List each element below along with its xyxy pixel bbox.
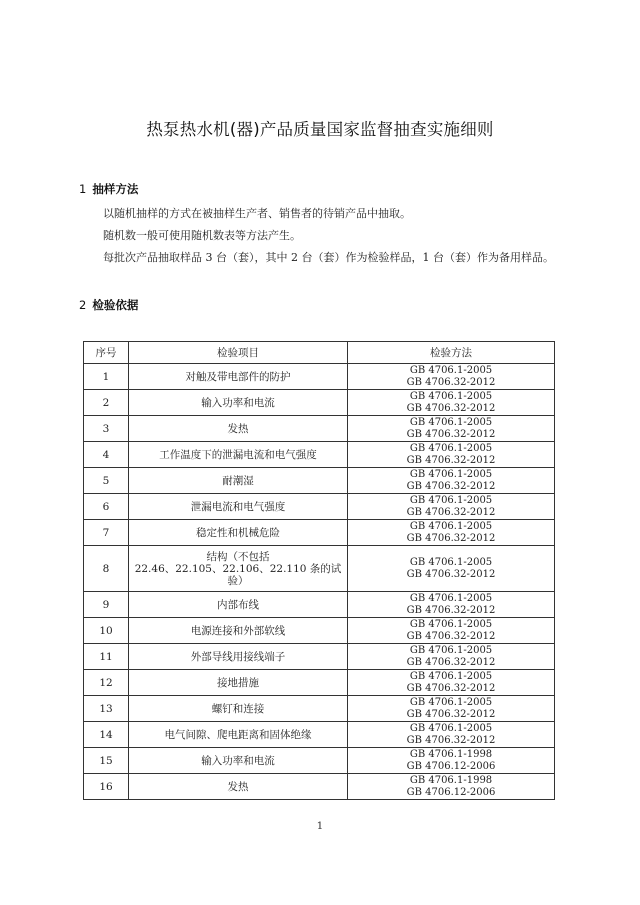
row-no: 12 (84, 670, 129, 696)
method-line-1: GB 4706.1-1998 (409, 749, 493, 760)
row-item: 接地措施 (129, 670, 348, 696)
table-header-row (84, 342, 555, 364)
method-line-1: GB 4706.1-2005 (409, 619, 493, 630)
row-item: 泄漏电流和电气强度 (129, 494, 348, 520)
row-no: 8 (84, 546, 129, 592)
method-line-2: GB 4706.12-2006 (406, 760, 496, 772)
method-line-2: GB 4706.32-2012 (406, 568, 496, 580)
method-line-2: GB 4706.32-2012 (406, 376, 496, 388)
row-method (348, 644, 555, 670)
method-line-1: GB 4706.1-2005 (409, 671, 493, 682)
method-line-1: GB 4706.1-2005 (409, 417, 493, 428)
row-method (348, 546, 555, 592)
header-no: 序号 (84, 342, 129, 364)
item-line-2: 22.46、22.105、22.106、22.110 条的试 (134, 562, 342, 575)
table-row (84, 592, 555, 618)
table-row (84, 722, 555, 748)
method-line-1: GB 4706.1-2005 (409, 365, 493, 376)
row-item: 工作温度下的泄漏电流和电气强度 (129, 442, 348, 468)
row-method (348, 618, 555, 644)
table-row (84, 468, 555, 494)
row-method (348, 774, 555, 800)
row-no: 5 (84, 468, 129, 494)
header-method: 检验方法 (348, 342, 555, 364)
row-item: 对触及带电部件的防护 (129, 364, 348, 390)
method-line-1: GB 4706.1-2005 (409, 697, 493, 708)
table-row (84, 364, 555, 390)
method-line-1: GB 4706.1-2005 (409, 469, 493, 480)
row-item: 电气间隙、爬电距离和固体绝缘 (129, 722, 348, 748)
method-line-2: GB 4706.32-2012 (406, 682, 496, 694)
method-line-2: GB 4706.32-2012 (406, 734, 496, 746)
row-item: 电源连接和外部软线 (129, 618, 348, 644)
row-no: 9 (84, 592, 129, 618)
row-item: 发热 (129, 416, 348, 442)
row-no: 15 (84, 748, 129, 774)
row-no: 11 (84, 644, 129, 670)
row-method (348, 416, 555, 442)
method-line-2: GB 4706.32-2012 (406, 480, 496, 492)
row-method (348, 696, 555, 722)
table-row (84, 748, 555, 774)
method-line-1: GB 4706.1-2005 (409, 521, 493, 532)
row-no: 13 (84, 696, 129, 722)
method-line-1: GB 4706.1-2005 (409, 723, 493, 734)
method-line-1: GB 4706.1-2005 (409, 443, 493, 454)
row-method (348, 468, 555, 494)
row-method (348, 592, 555, 618)
method-line-1: GB 4706.1-1998 (409, 775, 493, 786)
section-1-number: 1 (79, 182, 87, 196)
method-line-2: GB 4706.32-2012 (406, 604, 496, 616)
row-item: 螺钉和连接 (129, 696, 348, 722)
row-item (129, 546, 348, 592)
method-line-2: GB 4706.32-2012 (406, 506, 496, 518)
row-no: 10 (84, 618, 129, 644)
method-line-2: GB 4706.32-2012 (406, 656, 496, 668)
row-item: 输入功率和电流 (129, 748, 348, 774)
method-line-2: GB 4706.32-2012 (406, 630, 496, 642)
method-line-2: GB 4706.32-2012 (406, 428, 496, 440)
row-no: 4 (84, 442, 129, 468)
row-method (348, 520, 555, 546)
inspection-table (83, 341, 555, 800)
table-row (84, 774, 555, 800)
row-item: 发热 (129, 774, 348, 800)
item-line-1: 结构（不包括 (206, 550, 270, 563)
row-item: 稳定性和机械危险 (129, 520, 348, 546)
section-2-number: 2 (79, 298, 87, 312)
row-method (348, 670, 555, 696)
section-1-title: 抽样方法 (92, 182, 139, 196)
method-line-2: GB 4706.32-2012 (406, 532, 496, 544)
table-row (84, 494, 555, 520)
table-row (84, 520, 555, 546)
item-line-3: 验） (227, 574, 249, 587)
method-line-1: GB 4706.1-2005 (409, 495, 493, 506)
row-no: 6 (84, 494, 129, 520)
table-row (84, 546, 555, 592)
row-no: 3 (84, 416, 129, 442)
table-row (84, 416, 555, 442)
row-no: 16 (84, 774, 129, 800)
method-line-1: GB 4706.1-2005 (409, 593, 493, 604)
table-row (84, 644, 555, 670)
page-number: 1 (316, 820, 324, 832)
row-no: 2 (84, 390, 129, 416)
row-method (348, 390, 555, 416)
method-line-1: GB 4706.1-2005 (409, 557, 493, 568)
table-row (84, 390, 555, 416)
section-2-title: 检验依据 (92, 298, 139, 312)
section-2-heading (79, 297, 138, 313)
method-line-2: GB 4706.32-2012 (406, 454, 496, 466)
method-line-1: GB 4706.1-2005 (409, 391, 493, 402)
section-1-paragraph-1: 以随机抽样的方式在被抽样生产者、销售者的待销产品中抽取。 (103, 207, 411, 220)
method-line-1: GB 4706.1-2005 (409, 645, 493, 656)
row-no: 14 (84, 722, 129, 748)
row-method (348, 722, 555, 748)
document-title: 热泵热水机(器)产品质量国家监督抽查实施细则 (146, 120, 494, 139)
method-line-2: GB 4706.12-2006 (406, 786, 496, 798)
section-1-paragraph-3: 每批次产品抽取样品 3 台（套），其中 2 台（套）作为检验样品，1 台（套）作为备用样品。 (103, 251, 554, 264)
method-line-2: GB 4706.32-2012 (406, 402, 496, 414)
row-item: 外部导线用接线端子 (129, 644, 348, 670)
method-line-2: GB 4706.32-2012 (406, 708, 496, 720)
header-item: 检验项目 (129, 342, 348, 364)
row-item: 耐潮湿 (129, 468, 348, 494)
row-no: 7 (84, 520, 129, 546)
table-row (84, 670, 555, 696)
table-row (84, 442, 555, 468)
table-row (84, 618, 555, 644)
row-item: 输入功率和电流 (129, 390, 348, 416)
row-method (348, 442, 555, 468)
row-item: 内部布线 (129, 592, 348, 618)
section-1-paragraph-2: 随机数一般可使用随机数表等方法产生。 (103, 229, 301, 242)
row-method (348, 494, 555, 520)
row-no: 1 (84, 364, 129, 390)
section-1-heading (79, 181, 138, 197)
row-method (348, 748, 555, 774)
table-row (84, 696, 555, 722)
row-method (348, 364, 555, 390)
